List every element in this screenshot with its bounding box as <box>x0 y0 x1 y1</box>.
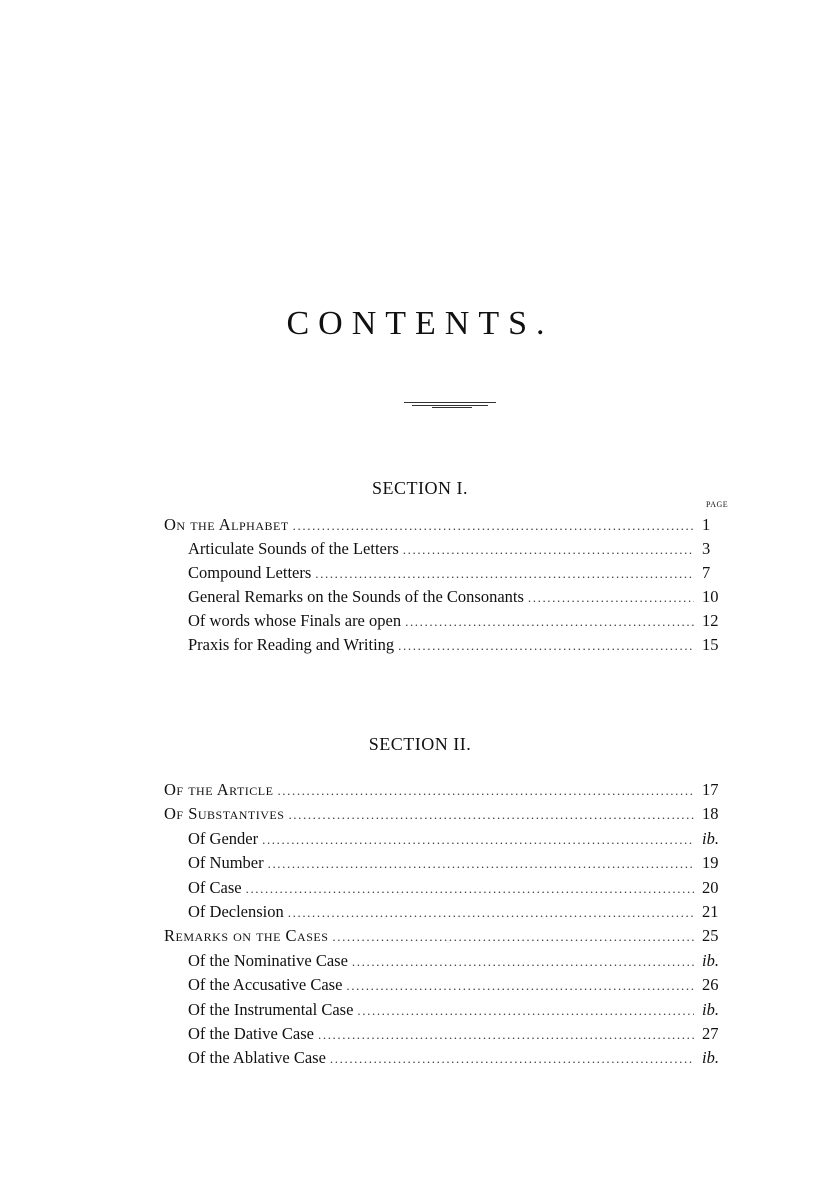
toc-entry <box>164 804 742 826</box>
toc-entry-page: 26 <box>702 975 719 995</box>
toc-entry <box>188 1000 742 1022</box>
toc-entry <box>188 635 742 657</box>
toc-entry-page: 12 <box>702 611 719 630</box>
toc-entry <box>188 611 742 633</box>
toc-entry-label: Of Declension <box>188 902 284 921</box>
toc-entry <box>188 1024 742 1046</box>
toc-entry <box>188 587 742 609</box>
toc-entry-label: Of Case <box>188 877 242 897</box>
toc-entry-page: ib. <box>702 950 719 970</box>
dot-leader <box>262 832 694 848</box>
toc-entry-label: Compound Letters <box>188 563 312 582</box>
toc-entry <box>188 563 742 585</box>
toc-entry-page: 3 <box>702 539 711 558</box>
toc-entry-label: Of the Dative Case <box>188 1024 314 1043</box>
dot-leader <box>277 783 694 799</box>
toc-entry <box>164 780 742 802</box>
dot-leader <box>330 1051 694 1067</box>
toc-entry-page: 21 <box>702 902 719 921</box>
toc-entry <box>188 902 742 924</box>
toc-entry <box>188 878 742 900</box>
toc-entry-label: Of Substantives <box>164 804 285 824</box>
dot-leader <box>352 954 694 970</box>
dot-leader <box>403 542 694 558</box>
section-2-heading: SECTION II. <box>368 734 472 754</box>
toc-entry-label: General Remarks on the Sounds of the Consonants <box>188 587 524 606</box>
toc-entry-page: ib. <box>702 999 719 1019</box>
dot-leader <box>246 881 694 897</box>
dot-leader <box>268 856 694 872</box>
toc-entry-label: Of the Nominative Case <box>188 950 348 970</box>
dot-leader <box>398 638 694 654</box>
toc-entry <box>164 515 742 537</box>
toc-entry-label: Of Gender <box>188 828 259 848</box>
toc-entry-page: 18 <box>702 804 719 824</box>
toc-entry-label: On the Alphabet <box>164 515 289 534</box>
toc-entry-label: Of the Accusative Case <box>188 975 343 995</box>
dot-leader <box>528 590 694 606</box>
toc-entry <box>188 539 742 561</box>
toc-entry-label: Praxis for Reading and Writing <box>188 635 395 654</box>
toc-entry-page: 25 <box>702 926 719 946</box>
contents-title: CONTENTS. <box>286 305 554 342</box>
toc-entry-label: Of the Instrumental Case <box>188 999 354 1019</box>
dot-leader <box>405 614 694 630</box>
toc-entry-label: Of Number <box>188 853 264 873</box>
section-1-heading: SECTION I. <box>372 478 468 498</box>
toc-entry-label: Of words whose Finals are open <box>188 611 402 630</box>
toc-entry-page: 19 <box>702 853 719 873</box>
ornamental-rule <box>404 402 496 408</box>
page-column-label: PAGE <box>706 500 729 509</box>
toc-entry-page: ib. <box>702 1048 719 1068</box>
dot-leader <box>288 807 694 823</box>
dot-leader <box>346 978 694 994</box>
toc-entry <box>188 951 742 973</box>
toc-entry-page: 10 <box>702 587 719 606</box>
toc-entry <box>188 1048 742 1070</box>
dot-leader <box>357 1003 694 1019</box>
dot-leader <box>293 518 694 534</box>
toc-entry-page: 1 <box>702 515 711 534</box>
dot-leader <box>318 1027 694 1043</box>
toc-entry-label: Of the Ablative Case <box>188 1048 326 1068</box>
toc-entry-label: Remarks on the Cases <box>164 926 329 946</box>
toc-entry-label: Articulate Sounds of the Letters <box>188 539 399 558</box>
toc-entry <box>188 975 742 997</box>
toc-entry-page: 27 <box>702 1024 719 1043</box>
dot-leader <box>288 905 694 921</box>
toc-entry-page: 15 <box>702 635 719 654</box>
toc-entry-page: 7 <box>702 563 711 582</box>
toc-entry <box>188 829 742 851</box>
toc-entry-page: 20 <box>702 877 719 897</box>
toc-entry <box>188 853 742 875</box>
toc-entry-page: ib. <box>702 828 719 848</box>
toc-entry <box>164 926 742 948</box>
toc-entry-page: 17 <box>702 780 719 799</box>
dot-leader <box>315 566 694 582</box>
dot-leader <box>332 929 694 945</box>
toc-entry-label: Of the Article <box>164 780 274 799</box>
